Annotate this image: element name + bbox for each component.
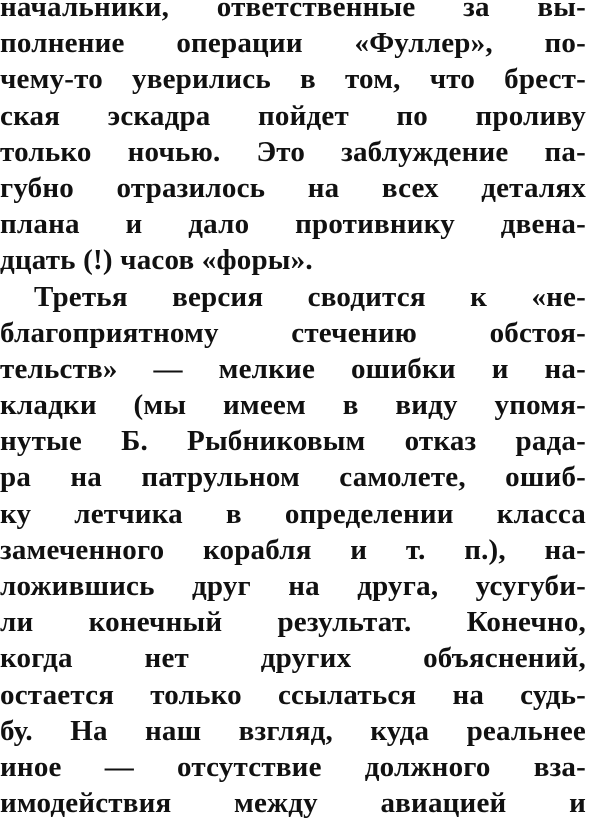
text-line: только ночью. Это заблуждение па- — [0, 135, 586, 168]
text-line: имодействия между авиацией и — [0, 787, 586, 820]
text-line: тельств» — мелкие ошибки и на- — [0, 352, 586, 385]
text-line: замеченного корабля и т. п.), на- — [0, 533, 586, 566]
text-line: плана и дало противнику двена- — [0, 208, 586, 241]
text-line: бу. На наш взгляд, куда реальнее — [0, 714, 586, 747]
text-line: остается только ссылаться на судь- — [0, 678, 586, 711]
text-line: начальники, ответственные за вы- — [0, 0, 586, 23]
text-line: кладки (мы имеем в виду упомя- — [0, 389, 586, 422]
text-line: ложившись друг на друга, усугуби- — [0, 570, 586, 602]
text-line: дцать (!) часов «форы». — [0, 244, 313, 277]
text-line: ли конечный результат. Конечно, — [0, 606, 586, 639]
text-line: нутые Б. Рыбниковым отказ рада- — [0, 425, 586, 458]
text-line: полнение операции «Фуллер», по- — [0, 27, 586, 60]
text-line: ра на патрульном самолете, ошиб- — [0, 461, 586, 494]
text-line: ку летчика в определении класса — [0, 497, 586, 530]
text-line: губно отразилось на всех деталях — [0, 171, 586, 204]
text-line: когда нет других объяснений, — [0, 642, 586, 675]
text-line: чему-то уверились в том, что брест- — [0, 63, 586, 96]
text-line: Третья версия сводится к «не- — [34, 280, 586, 313]
text-line: иное — отсутствие должного вза- — [0, 750, 586, 783]
text-line: ская эскадра пойдет по проливу — [0, 99, 586, 132]
text-line: благоприятному стечению обстоя- — [0, 316, 586, 349]
